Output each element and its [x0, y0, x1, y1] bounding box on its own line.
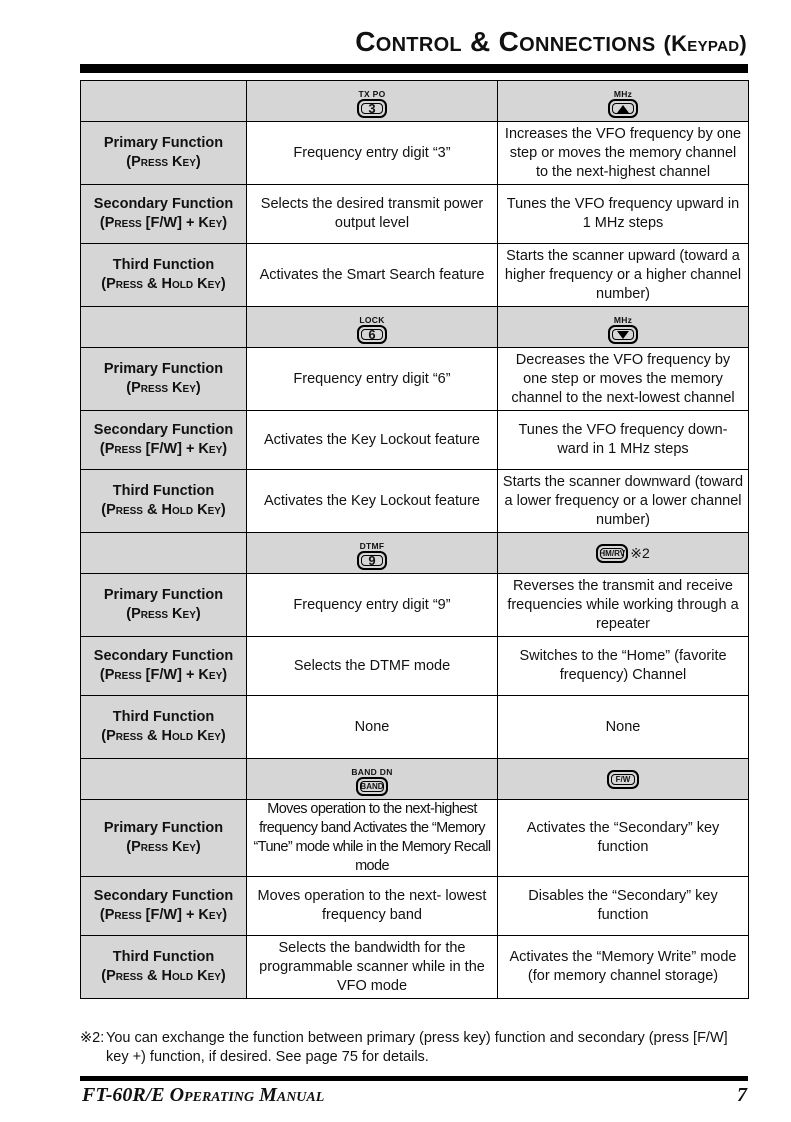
table-cell: Frequency entry digit “9” — [247, 574, 498, 637]
secondary-row — [81, 185, 749, 244]
key-label: MHz — [613, 89, 633, 99]
page-title — [355, 22, 747, 64]
table-cell: Selects the bandwidth for the programmable scanner while in the VFO mode — [247, 936, 498, 999]
table-cell: Frequency entry digit “6” — [247, 348, 498, 411]
table-cell: Starts the scanner upward (toward a higher frequency or a higher channel number) — [498, 244, 749, 307]
bottom-rule — [80, 1076, 748, 1081]
table-cell: Moves operation to the next- lowest frequency band — [247, 877, 498, 936]
table-cell: None — [498, 696, 749, 759]
key-label: MHz — [613, 315, 633, 325]
key-label: TX PO — [358, 89, 386, 99]
footnote-line-1: You can exchange the function between primary (press key) function and secondary (press [F/W] — [106, 1030, 728, 1046]
primary-row — [81, 122, 749, 185]
key-label: LOCK — [359, 315, 385, 325]
keycap-fw: F/W — [607, 770, 639, 789]
key-down — [608, 315, 638, 344]
secondary-function-label: Secondary Function (Press [F/W] + Key) — [81, 637, 247, 696]
secondary-function-label: Secondary Function (Press [F/W] + Key) — [81, 185, 247, 244]
key-header-cell — [247, 533, 498, 574]
table-cell: Tunes the VFO frequency down- ward in 1 MHz steps — [498, 411, 749, 470]
table-cell: Tunes the VFO frequency upward in 1 MHz steps — [498, 185, 749, 244]
third-row — [81, 936, 749, 999]
keycap-band: BAND — [356, 777, 388, 796]
primary-function-label: Primary Function (Press Key) — [81, 122, 247, 185]
key-header-row — [81, 81, 749, 122]
table-cell: Disables the “Secondary” key function — [498, 877, 749, 936]
table-cell: Reverses the transmit and receive frequencies while working through a repeater — [498, 574, 749, 637]
table-cell: Selects the DTMF mode — [247, 637, 498, 696]
secondary-row — [81, 411, 749, 470]
table-cell: Increases the VFO frequency by one step or moves the memory channel to the next-highest channel — [498, 122, 749, 185]
table-cell: None — [247, 696, 498, 759]
keypad-function-table — [80, 80, 749, 999]
third-function-label: Third Function (Press & Hold Key) — [81, 936, 247, 999]
primary-row — [81, 800, 749, 877]
key-header-cell — [498, 759, 749, 800]
table-cell: Starts the scanner downward (toward a lower frequency or a lower channel number) — [498, 470, 749, 533]
third-function-label: Third Function (Press & Hold Key) — [81, 696, 247, 759]
secondary-row — [81, 637, 749, 696]
header-blank-cell — [81, 81, 247, 122]
primary-function-label: Primary Function (Press Key) — [81, 800, 247, 877]
keycap-down — [608, 325, 638, 344]
secondary-row — [81, 877, 749, 936]
header-blank-cell — [81, 759, 247, 800]
table-cell: Activates the “Secondary” key function — [498, 800, 749, 877]
keycap-up — [608, 99, 638, 118]
table-cell: Switches to the “Home” (favorite frequency) Channel — [498, 637, 749, 696]
key-label: BAND DN — [351, 767, 393, 777]
keycap-3: 3 — [357, 99, 387, 118]
table-cell: Activates the Key Lockout feature — [247, 470, 498, 533]
third-row — [81, 470, 749, 533]
keycap-6: 6 — [357, 325, 387, 344]
key-fw — [607, 770, 639, 789]
footnote — [80, 1029, 750, 1067]
table-cell: Decreases the VFO frequency by one step or moves the memory channel to the next-lowest channel — [498, 348, 749, 411]
primary-row — [81, 348, 749, 411]
table-cell: Activates the Smart Search feature — [247, 244, 498, 307]
secondary-function-label: Secondary Function (Press [F/W] + Key) — [81, 877, 247, 936]
key-label: DTMF — [359, 541, 385, 551]
key-header-cell — [498, 533, 749, 574]
key-up — [608, 89, 638, 118]
key-header-row — [81, 307, 749, 348]
primary-function-label: Primary Function (Press Key) — [81, 348, 247, 411]
key-header-row — [81, 533, 749, 574]
primary-function-label: Primary Function (Press Key) — [81, 574, 247, 637]
key-9 — [357, 541, 387, 570]
key-header-row — [81, 759, 749, 800]
header-blank-cell — [81, 307, 247, 348]
table-cell: Activates the “Memory Write” mode (for memory channel storage) — [498, 936, 749, 999]
third-row — [81, 696, 749, 759]
table-cell: Frequency entry digit “3” — [247, 122, 498, 185]
third-row — [81, 244, 749, 307]
up-arrow-icon — [617, 105, 629, 113]
key-band — [351, 767, 392, 796]
key-6 — [357, 315, 387, 344]
down-arrow-icon — [617, 331, 629, 339]
key-header-cell — [498, 307, 749, 348]
table-cell: Selects the desired transmit power output level — [247, 185, 498, 244]
key-3 — [357, 89, 387, 118]
table-cell: Moves operation to the next-highest frequency band Activates the “Memory “Tune” mode while in the Memory Recall mode — [247, 800, 498, 877]
primary-row — [81, 574, 749, 637]
key-header-cell — [247, 307, 498, 348]
third-function-label: Third Function (Press & Hold Key) — [81, 244, 247, 307]
footnote-mark: ※2: — [80, 1030, 105, 1046]
secondary-function-label: Secondary Function (Press [F/W] + Key) — [81, 411, 247, 470]
table-cell: Activates the Key Lockout feature — [247, 411, 498, 470]
page-title-text: Control & Connections — [355, 26, 656, 57]
key-header-cell — [247, 759, 498, 800]
key-hm-rv — [596, 544, 650, 563]
page-number: 7 — [737, 1084, 747, 1106]
keycap-9: 9 — [357, 551, 387, 570]
header-blank-cell — [81, 533, 247, 574]
keycap-hm-rv: HM/RV — [596, 544, 628, 563]
third-function-label: Third Function (Press & Hold Key) — [81, 470, 247, 533]
manual-name: FT-60R/E Operating Manual — [82, 1084, 325, 1106]
page-subtitle: (Keypad) — [663, 31, 747, 56]
key-header-cell — [498, 81, 749, 122]
footnote-mark: ※2 — [630, 545, 650, 562]
key-header-cell — [247, 81, 498, 122]
top-rule — [80, 64, 748, 73]
footnote-line-2: key +) function, if desired. See page 75 for details. — [106, 1049, 429, 1065]
